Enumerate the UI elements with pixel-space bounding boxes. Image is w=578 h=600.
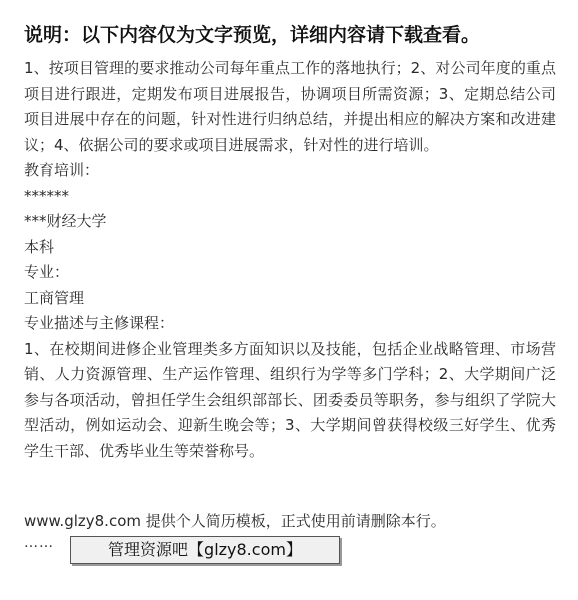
template-footer-note: www.glzy8.com 提供个人简历模板，正式使用前请删除本行。 — [24, 512, 446, 530]
source-badge[interactable]: 管理资源吧【glzy8.com】 — [70, 536, 340, 564]
courses-paragraph: 1、在校期间进修企业管理类多方面知识以及技能，包括企业战略管理、市场营销、人力资源管理、生产运作管理、组织行为学等多门学科；2、大学期间广泛参与各项活动，曾担任学生会组织部部长、团委委员等职务，参与组织了学院大型活动，例如运动会、迎新生晚会等；3、大学期间曾获得校级三好学生、优秀学生干部、优秀毕业生等荣誉称号。 — [24, 339, 556, 460]
education-heading: 教育培训： — [24, 161, 100, 179]
major-value: 工商管理 — [24, 288, 85, 307]
document-body — [24, 56, 556, 464]
education-degree: 本科 — [24, 237, 55, 256]
preview-notice: 说明：以下内容仅为文字预览，详细内容请下载查看。 — [24, 24, 481, 46]
job-duties-paragraph: 1、按项目管理的要求推动公司每年重点工作的落地执行；2、对公司年度的重点项目进行跟进，定期发布项目进展报告，协调项目所需资源；3、定期总结公司项目进展中存在的问题，针对性进行归纳总结，并提出相应的解决方案和改进建议；4、依据公司的要求或项目进展需求，针对性的进行培训。 — [24, 59, 556, 154]
education-period: ****** — [24, 186, 69, 205]
major-label: 专业： — [24, 263, 70, 281]
education-school: ***财经大学 — [24, 212, 107, 230]
ellipsis-dots: …… — [24, 535, 54, 551]
courses-label: 专业描述与主修课程： — [24, 314, 175, 332]
